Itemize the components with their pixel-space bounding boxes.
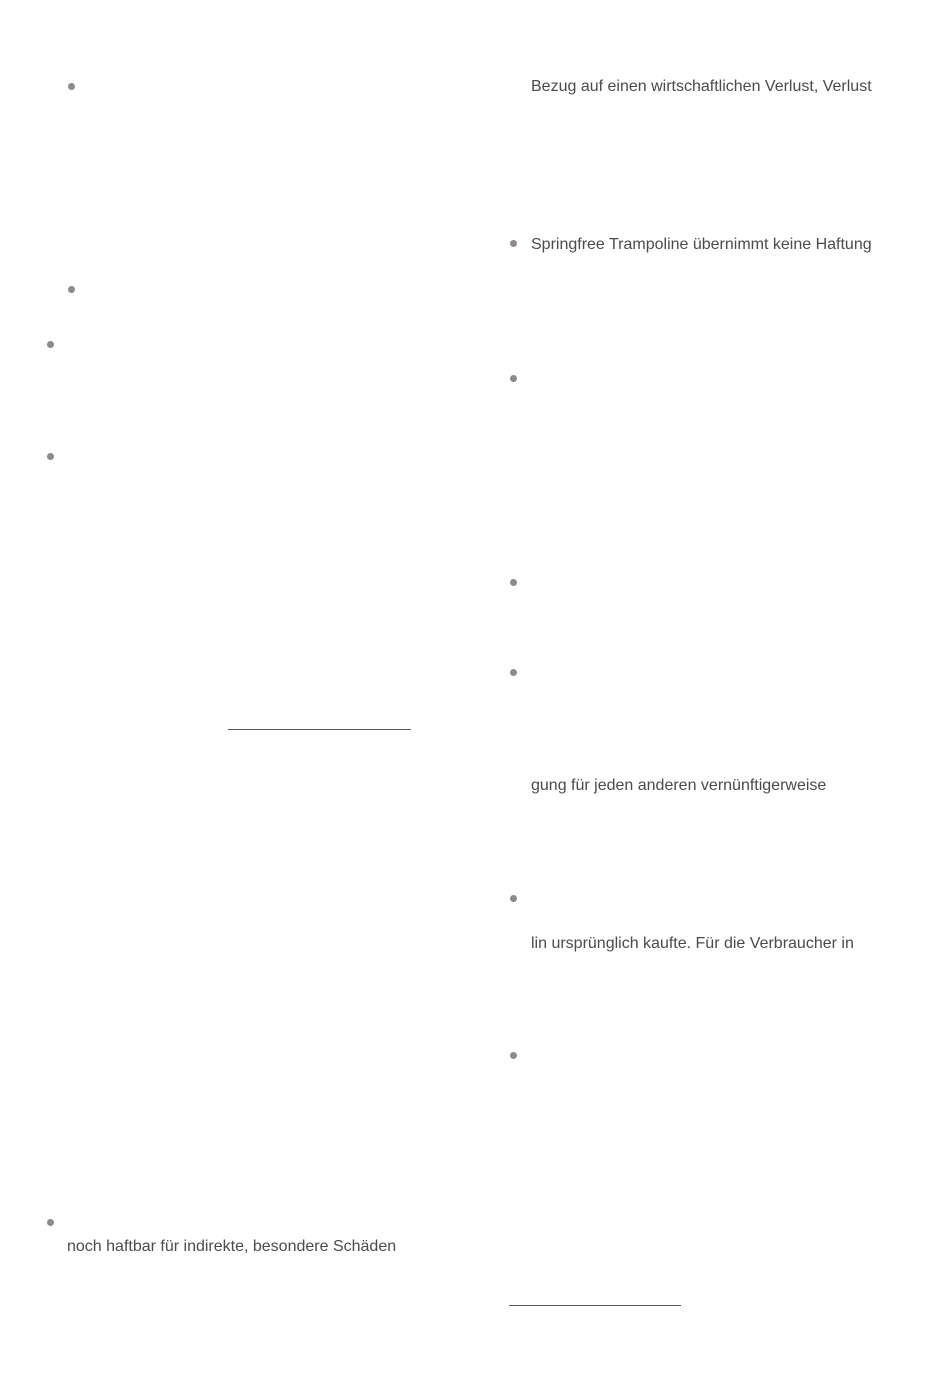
divider-line (228, 729, 411, 730)
bullet-icon (510, 579, 517, 586)
bullet-icon (510, 375, 517, 382)
right-text-fragment: Bezug auf einen wirtschaftlichen Verlust, Verlust (531, 78, 872, 95)
bullet-icon (510, 895, 517, 902)
right-text-fragment: lin ursprünglich kaufte. Für die Verbraucher in (531, 935, 854, 952)
left-text-fragment: noch haftbar für indirekte, besondere Schäden (67, 1238, 397, 1255)
right-text-fragment: Springfree Trampoline übernimmt keine Haftung (531, 236, 872, 253)
divider-line (509, 1305, 681, 1306)
bullet-icon (47, 341, 54, 348)
bullet-icon (68, 286, 75, 293)
right-text-fragment: gung für jeden anderen vernünftigerweise (531, 777, 827, 794)
bullet-icon (47, 1219, 54, 1226)
bullet-icon (510, 240, 517, 247)
bullet-icon (68, 83, 75, 90)
bullet-icon (47, 453, 54, 460)
bullet-icon (510, 1052, 517, 1059)
bullet-icon (510, 669, 517, 676)
